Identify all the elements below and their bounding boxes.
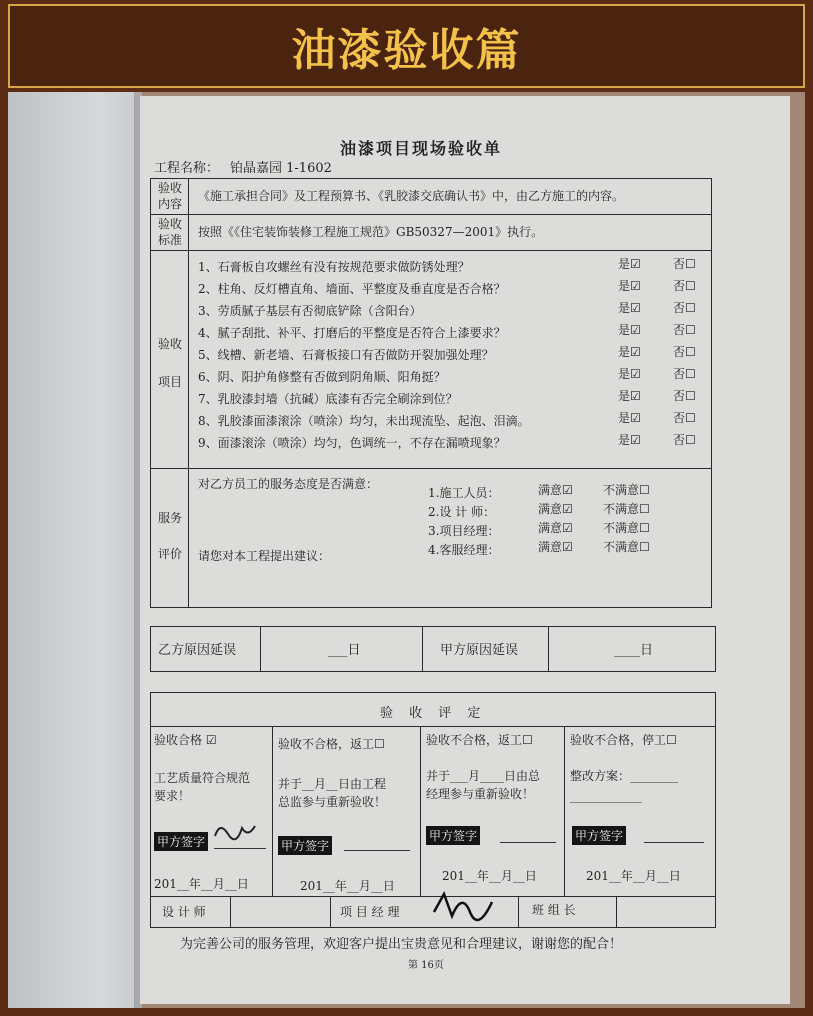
redo-text-2: 总监参与重新验收！ bbox=[278, 795, 387, 809]
service-suggest: 请您对本工程提出建议： bbox=[198, 549, 331, 563]
standard-label-1: 验收 bbox=[158, 217, 183, 231]
footer-note: 为完善公司的服务管理，欢迎客户提出宝贵意见和合理建议，谢谢您的配合！ bbox=[180, 937, 623, 952]
banner bbox=[8, 4, 805, 88]
check-item bbox=[198, 300, 708, 322]
delay-div-1 bbox=[260, 626, 261, 672]
bottom-div-1 bbox=[230, 896, 231, 928]
divider-2 bbox=[150, 250, 712, 251]
service-role: 1.施工人员： bbox=[428, 486, 500, 500]
standard-text: 按照《《住宅装饰装修工程施工规范》GB50327—2001》执行。 bbox=[198, 225, 544, 239]
manager-label: 项 目 经 理 bbox=[340, 905, 400, 919]
service-row bbox=[428, 520, 708, 539]
satisfied-check[interactable]: 满意☑ bbox=[538, 502, 573, 516]
sign-label: 甲方签字 bbox=[154, 832, 208, 851]
sign-label: 甲方签字 bbox=[572, 826, 626, 845]
label-column-divider bbox=[188, 178, 189, 608]
standard-label-2: 标准 bbox=[158, 233, 183, 247]
unsatisfied-check[interactable]: 不满意☐ bbox=[603, 483, 650, 497]
check-no[interactable]: 否☐ bbox=[673, 389, 696, 403]
date-text: 201__年__月__日 bbox=[154, 877, 249, 891]
check-item bbox=[198, 410, 708, 432]
delay-div-3 bbox=[548, 626, 549, 672]
fix-plan-2: ____________ bbox=[570, 789, 642, 803]
banner-title: 油漆验收篇 bbox=[291, 25, 522, 76]
content-label-2: 内容 bbox=[158, 197, 183, 211]
check-no[interactable]: 否☐ bbox=[673, 411, 696, 425]
manager-signature bbox=[430, 888, 500, 922]
check-item bbox=[198, 256, 708, 278]
signature-scribble bbox=[210, 816, 270, 846]
check-yes[interactable]: 是☑ bbox=[618, 345, 641, 359]
check-no[interactable]: 否☐ bbox=[673, 301, 696, 315]
check-item-text: 1、石膏板自攻螺丝有没有按规范要求做防锈处理？ bbox=[198, 260, 470, 274]
pass-head[interactable]: 验收合格 ☑ bbox=[154, 733, 217, 747]
bottom-div-4 bbox=[616, 896, 617, 928]
check-yes[interactable]: 是☑ bbox=[618, 367, 641, 381]
service-label-2: 评价 bbox=[158, 547, 183, 561]
check-item bbox=[198, 322, 708, 344]
check-item-text: 9、面漆滚涂（喷涂）均匀，色调统一，不存在漏喷现象？ bbox=[198, 436, 506, 450]
stop-head[interactable]: 验收不合格，停工☐ bbox=[570, 733, 677, 747]
unsatisfied-check[interactable]: 不满意☐ bbox=[603, 540, 650, 554]
check-yes[interactable]: 是☑ bbox=[618, 389, 641, 403]
service-row bbox=[428, 539, 708, 558]
check-item bbox=[198, 344, 708, 366]
satisfied-check[interactable]: 满意☑ bbox=[538, 540, 573, 554]
date-text: 201__年__月__日 bbox=[300, 879, 395, 893]
divider-1 bbox=[150, 214, 712, 215]
sign-line[interactable] bbox=[500, 842, 556, 843]
items-label-2: 项目 bbox=[158, 375, 183, 389]
party-a-days: ____日 bbox=[614, 643, 654, 658]
eval-div-1 bbox=[272, 726, 273, 896]
team-label: 班 组 长 bbox=[532, 903, 576, 917]
sign-line[interactable] bbox=[344, 850, 410, 851]
redo-text-3: 并于___月____日由总 bbox=[426, 769, 541, 783]
check-no[interactable]: 否☐ bbox=[673, 257, 696, 271]
check-item-text: 4、腻子刮批、补平、打磨后的平整度是否符合上漆要求？ bbox=[198, 326, 506, 340]
pass-text-2: 要求！ bbox=[154, 789, 191, 803]
redo-head-2[interactable]: 验收不合格，返工☐ bbox=[426, 733, 533, 747]
check-yes[interactable]: 是☑ bbox=[618, 433, 641, 447]
delay-div-2 bbox=[422, 626, 423, 672]
service-role: 4.客服经理： bbox=[428, 543, 500, 557]
check-no[interactable]: 否☐ bbox=[673, 279, 696, 293]
check-yes[interactable]: 是☑ bbox=[618, 301, 641, 315]
sign-label: 甲方签字 bbox=[426, 826, 480, 845]
fix-plan-1: 整改方案：________ bbox=[570, 769, 679, 783]
service-row bbox=[428, 501, 708, 520]
check-yes[interactable]: 是☑ bbox=[618, 411, 641, 425]
party-a-delay: 甲方原因延误 bbox=[440, 643, 519, 658]
project-label: 工程名称： bbox=[154, 161, 220, 176]
items-label-1: 验收 bbox=[158, 337, 183, 351]
redo-head-1[interactable]: 验收不合格，返工☐ bbox=[278, 737, 385, 751]
check-item bbox=[198, 278, 708, 300]
redo-text-1: 并于__月__日由工程 bbox=[278, 777, 387, 791]
check-no[interactable]: 否☐ bbox=[673, 323, 696, 337]
sign-label: 甲方签字 bbox=[278, 836, 332, 855]
satisfied-check[interactable]: 满意☑ bbox=[538, 521, 573, 535]
party-b-delay: 乙方原因延误 bbox=[158, 643, 237, 658]
page-number: 第 16页 bbox=[408, 960, 444, 971]
eval-div-2 bbox=[420, 726, 421, 896]
check-no[interactable]: 否☐ bbox=[673, 433, 696, 447]
unsatisfied-check[interactable]: 不满意☐ bbox=[603, 502, 650, 516]
check-item bbox=[198, 366, 708, 388]
check-no[interactable]: 否☐ bbox=[673, 367, 696, 381]
check-item bbox=[198, 388, 708, 410]
service-role: 3.项目经理： bbox=[428, 524, 500, 538]
service-rows bbox=[428, 482, 708, 558]
designer-label: 设 计 师 bbox=[162, 905, 206, 919]
check-yes[interactable]: 是☑ bbox=[618, 279, 641, 293]
bottom-div-2 bbox=[330, 896, 331, 928]
content-label-1: 验收 bbox=[158, 181, 183, 195]
sign-line[interactable] bbox=[214, 848, 266, 849]
pass-text-1: 工艺质量符合规范 bbox=[154, 771, 251, 785]
check-items bbox=[198, 256, 708, 454]
check-item-text: 6、阴、阳护角修整有否做到阴角顺、阳角挺？ bbox=[198, 370, 446, 384]
check-yes[interactable]: 是☑ bbox=[618, 323, 641, 337]
check-item-text: 5、线槽、新老墙、石膏板接口有否做防开裂加强处理？ bbox=[198, 348, 494, 362]
sign-line[interactable] bbox=[644, 842, 704, 843]
check-yes[interactable]: 是☑ bbox=[618, 257, 641, 271]
facing-page bbox=[8, 92, 138, 1008]
party-b-days: ___日 bbox=[328, 643, 361, 658]
acceptance-form bbox=[140, 96, 790, 1004]
redo-text-4: 经理参与重新验收！ bbox=[426, 787, 535, 801]
document-photo bbox=[8, 92, 805, 1008]
service-question: 对乙方员工的服务态度是否满意： bbox=[198, 477, 379, 491]
divider-3 bbox=[150, 468, 712, 469]
check-item-text: 8、乳胶漆面漆滚涂（喷涂）均匀，未出现流坠、起泡、泪滴。 bbox=[198, 414, 530, 428]
service-role: 2.设 计 师： bbox=[428, 505, 496, 519]
check-no[interactable]: 否☐ bbox=[673, 345, 696, 359]
date-text: 201__年__月__日 bbox=[442, 869, 537, 883]
unsatisfied-check[interactable]: 不满意☐ bbox=[603, 521, 650, 535]
check-item-text: 2、柱角、反灯槽直角、墙面、平整度及垂直度是否合格？ bbox=[198, 282, 506, 296]
satisfied-check[interactable]: 满意☑ bbox=[538, 483, 573, 497]
eval-divider-h bbox=[150, 726, 716, 727]
service-row bbox=[428, 482, 708, 501]
evaluation-title: 验 收 评 定 bbox=[380, 706, 487, 721]
date-text: 201__年__月__日 bbox=[586, 869, 681, 883]
check-item bbox=[198, 432, 708, 454]
service-label-1: 服务 bbox=[158, 511, 183, 525]
check-item-text: 7、乳胶漆封墙（抗碱）底漆有否完全刷涂到位？ bbox=[198, 392, 458, 406]
bottom-div-3 bbox=[518, 896, 519, 928]
check-item-text: 3、劳质腻子基层有否彻底铲除（含阳台） bbox=[198, 304, 422, 318]
form-title: 油漆项目现场验收单 bbox=[340, 139, 503, 158]
project-value: 铂晶嘉园 1-1602 bbox=[230, 161, 332, 176]
eval-div-3 bbox=[564, 726, 565, 896]
content-text: 《施工承担合同》及工程预算书、《乳胶漆交底确认书》中，由乙方施工的内容。 bbox=[198, 189, 625, 203]
